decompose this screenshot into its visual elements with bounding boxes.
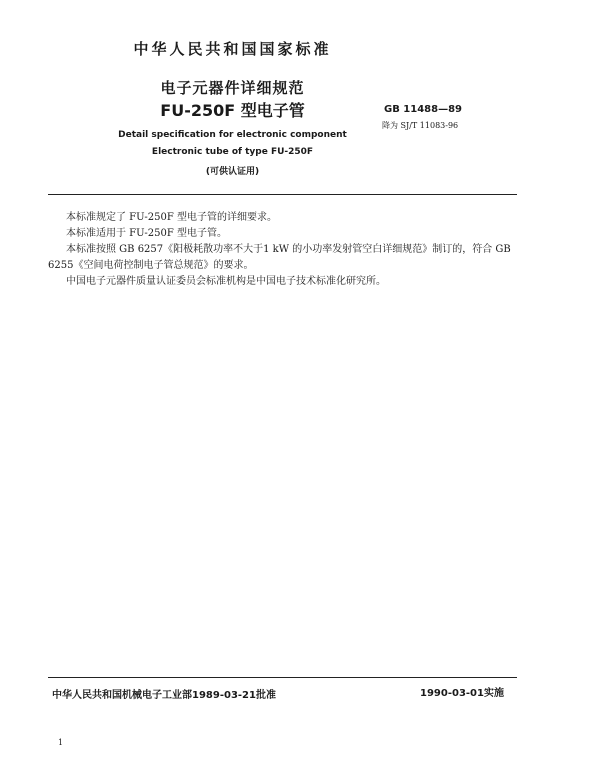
- bottom-divider: [48, 677, 517, 678]
- body-paragraph-4: 中国电子元器件质量认证委员会标准机构是中国电子技术标准化研究所。: [66, 276, 386, 287]
- body-text: [48, 210, 518, 290]
- title-en-line2: Electronic tube of type FU-250F: [151, 147, 314, 157]
- issuer-approval: 中华人民共和国机械电子工业部1989-03-21批准: [52, 690, 276, 701]
- body-paragraph-2: 本标准适用于 FU-250F 型电子管。: [66, 228, 227, 239]
- certification-note: (可供认证用): [205, 167, 260, 177]
- page-number: 1: [58, 738, 64, 747]
- title-cn-line1: 电子元器件详细规范: [160, 79, 305, 97]
- title-en-line1: Detail specification for electronic component: [118, 130, 347, 140]
- body-paragraph-3: 本标准按照 GB 6257《阳极耗散功率不大于1 kW 的小功率发射管空白详细规范》制订的，符合 GB 6255《空间电荷控制电子管总规范》的要求。: [48, 244, 511, 271]
- title-cn-line2: FU-250F 型电子管: [160, 101, 305, 120]
- implementation-date: 1990-03-01实施: [420, 688, 504, 699]
- standard-number: GB 11488—89: [384, 104, 463, 115]
- body-paragraph-1: 本标准规定了 FU-250F 型电子管的详细要求。: [66, 212, 277, 223]
- reclassified-note: 降为 SJ/T 11083-96: [382, 121, 459, 130]
- national-standard-header: 中华人民共和国国家标准: [133, 40, 332, 58]
- top-divider: [48, 194, 517, 195]
